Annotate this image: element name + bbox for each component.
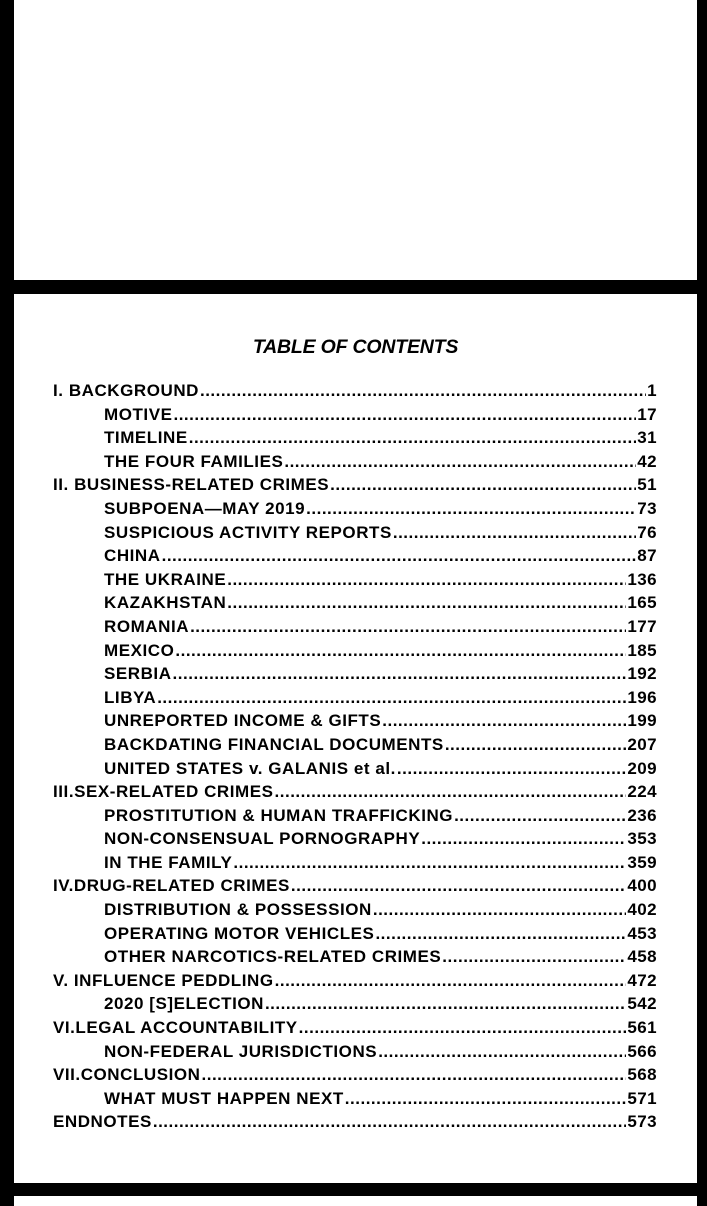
toc-entry: [53, 1110, 657, 1134]
toc-entry: [53, 1016, 657, 1040]
toc-entry-page-number: 73: [637, 498, 657, 518]
toc-leader-dots: [190, 615, 626, 639]
toc-entry-page-number: 472: [627, 970, 657, 990]
toc-entry-page-number: 207: [627, 734, 657, 754]
toc-entry: [53, 804, 657, 828]
toc-entry-page-number: 458: [627, 947, 657, 967]
toc-entry: [53, 403, 657, 427]
toc-leader-dots: [454, 804, 626, 828]
toc-entry: [53, 568, 657, 592]
toc-entry: [53, 733, 657, 757]
toc-entry-label: ENDNOTES: [53, 1112, 152, 1132]
toc-entry-page-number: 165: [627, 593, 657, 613]
toc-entry-label: VII.CONCLUSION: [53, 1065, 201, 1085]
toc-leader-dots: [442, 945, 626, 969]
toc-entry: [53, 969, 657, 993]
toc-entry-page-number: 359: [627, 852, 657, 872]
toc-page: [14, 294, 697, 1183]
toc-entry-page-number: 192: [627, 664, 657, 684]
toc-entry-label: MEXICO: [104, 640, 175, 660]
toc-entry-page-number: 51: [637, 475, 657, 495]
toc-entry-label: SUSPICIOUS ACTIVITY REPORTS: [104, 522, 392, 542]
toc-entry-label: IN THE FAMILY: [104, 852, 233, 872]
toc-entry-label: UNREPORTED INCOME & GIFTS: [104, 711, 382, 731]
toc-entry: [53, 1087, 657, 1111]
toc-entry-page-number: 87: [637, 546, 657, 566]
toc-entry-page-number: 196: [627, 687, 657, 707]
toc-leader-dots: [275, 780, 627, 804]
previous-page: [14, 0, 697, 280]
toc-leader-dots: [157, 686, 626, 710]
toc-entry: [53, 992, 657, 1016]
toc-entry-label: WHAT MUST HAPPEN NEXT: [104, 1088, 344, 1108]
toc-leader-dots: [265, 992, 626, 1016]
toc-entry: [53, 686, 657, 710]
toc-entry-page-number: 573: [627, 1112, 657, 1132]
toc-entry-label: BACKDATING FINANCIAL DOCUMENTS: [104, 734, 444, 754]
toc-entry-page-number: 566: [627, 1041, 657, 1061]
toc-leader-dots: [445, 733, 627, 757]
toc-entry-label: NON-FEDERAL JURISDICTIONS: [104, 1041, 378, 1061]
toc-entry-page-number: 31: [637, 428, 657, 448]
toc-leader-dots: [189, 426, 637, 450]
toc-entry-label: SERBIA: [104, 664, 172, 684]
toc-entry-label: UNITED STATES v. GALANIS et al.: [104, 758, 396, 778]
toc-entry-label: DISTRIBUTION & POSSESSION: [104, 900, 372, 920]
toc-entry: [53, 662, 657, 686]
toc-leader-dots: [306, 497, 636, 521]
toc-entry-page-number: 76: [637, 522, 657, 542]
toc-leader-dots: [173, 403, 636, 427]
toc-entry-label: TIMELINE: [104, 428, 188, 448]
toc-entry-label: LIBYA: [104, 687, 157, 707]
toc-entry-label: THE FOUR FAMILIES: [104, 451, 284, 471]
toc-leader-dots: [291, 874, 627, 898]
toc-entry-page-number: 236: [627, 805, 657, 825]
toc-entry-page-number: 1: [647, 381, 657, 400]
toc-entry-page-number: 185: [627, 640, 657, 660]
toc-entry-label: 2020 [S]ELECTION: [104, 994, 264, 1014]
toc-leader-dots: [393, 521, 636, 545]
toc-leader-dots: [397, 757, 627, 781]
toc-entry: [53, 1063, 657, 1087]
toc-entry-page-number: 177: [627, 616, 657, 636]
toc-entry-page-number: 400: [627, 876, 657, 896]
toc-entry-label: ROMANIA: [104, 616, 190, 636]
toc-entry-label: OTHER NARCOTICS-RELATED CRIMES: [104, 947, 442, 967]
toc-leader-dots: [233, 851, 626, 875]
toc-leader-dots: [175, 639, 626, 663]
toc-entry: [53, 497, 657, 521]
toc-entry-label: NON-CONSENSUAL PORNOGRAPHY: [104, 829, 421, 849]
toc-entry-label: CHINA: [104, 546, 161, 566]
toc-entry-label: THE UKRAINE: [104, 569, 227, 589]
toc-leader-dots: [345, 1087, 627, 1111]
toc-entry-page-number: 568: [627, 1065, 657, 1085]
toc-entry: [53, 874, 657, 898]
toc-entry-page-number: 224: [627, 782, 657, 802]
toc-entry-label: I. BACKGROUND: [53, 381, 199, 400]
toc-entry-label: IV.DRUG-RELATED CRIMES: [53, 876, 290, 896]
toc-leader-dots: [330, 473, 636, 497]
toc-entry-page-number: 136: [627, 569, 657, 589]
toc-entry-label: KAZAKHSTAN: [104, 593, 227, 613]
toc-entry-page-number: 542: [627, 994, 657, 1014]
toc-entry-page-number: 199: [627, 711, 657, 731]
toc-list: [53, 379, 657, 1134]
toc-leader-dots: [227, 591, 626, 615]
toc-leader-dots: [421, 827, 626, 851]
toc-entry: [53, 851, 657, 875]
toc-leader-dots: [227, 568, 626, 592]
toc-entry-page-number: 561: [627, 1018, 657, 1038]
toc-entry: [53, 639, 657, 663]
toc-entry: [53, 922, 657, 946]
toc-entry: [53, 450, 657, 474]
next-page: [14, 1196, 697, 1206]
toc-entry: [53, 827, 657, 851]
toc-entry: [53, 757, 657, 781]
page-title: TABLE OF CONTENTS: [252, 336, 459, 358]
toc-entry: [53, 544, 657, 568]
toc-entry-page-number: 17: [637, 404, 657, 424]
toc-entry-label: VI.LEGAL ACCOUNTABILITY: [53, 1018, 298, 1038]
toc-entry: [53, 379, 657, 403]
toc-entry: [53, 473, 657, 497]
toc-leader-dots: [162, 544, 637, 568]
toc-entry: [53, 898, 657, 922]
toc-entry-label: SUBPOENA—MAY 2019: [104, 498, 306, 518]
toc-entry-page-number: 42: [637, 451, 657, 471]
toc-leader-dots: [200, 379, 646, 403]
toc-entry-label: V. INFLUENCE PEDDLING: [53, 970, 274, 990]
toc-entry-page-number: 209: [627, 758, 657, 778]
toc-entry-label: MOTIVE: [104, 404, 173, 424]
toc-entry: [53, 709, 657, 733]
toc-entry-label: OPERATING MOTOR VEHICLES: [104, 923, 375, 943]
toc-entry: [53, 1040, 657, 1064]
toc-entry: [53, 615, 657, 639]
toc-leader-dots: [382, 709, 626, 733]
toc-leader-dots: [153, 1110, 627, 1134]
toc-leader-dots: [275, 969, 627, 993]
toc-leader-dots: [373, 898, 627, 922]
toc-entry-page-number: 453: [627, 923, 657, 943]
toc-leader-dots: [375, 922, 626, 946]
toc-entry-label: PROSTITUTION & HUMAN TRAFFICKING: [104, 805, 454, 825]
toc-entry-page-number: 353: [627, 829, 657, 849]
toc-leader-dots: [284, 450, 636, 474]
toc-entry-label: II. BUSINESS-RELATED CRIMES: [53, 475, 330, 495]
toc-entry: [53, 426, 657, 450]
toc-entry: [53, 945, 657, 969]
toc-entry: [53, 591, 657, 615]
toc-entry-page-number: 571: [627, 1088, 657, 1108]
toc-entry: [53, 521, 657, 545]
toc-entry-label: III.SEX-RELATED CRIMES: [53, 782, 274, 802]
toc-leader-dots: [202, 1063, 627, 1087]
toc-entry-page-number: 402: [627, 900, 657, 920]
toc-entry: [53, 780, 657, 804]
toc-leader-dots: [299, 1016, 627, 1040]
toc-leader-dots: [378, 1040, 626, 1064]
toc-leader-dots: [173, 662, 627, 686]
